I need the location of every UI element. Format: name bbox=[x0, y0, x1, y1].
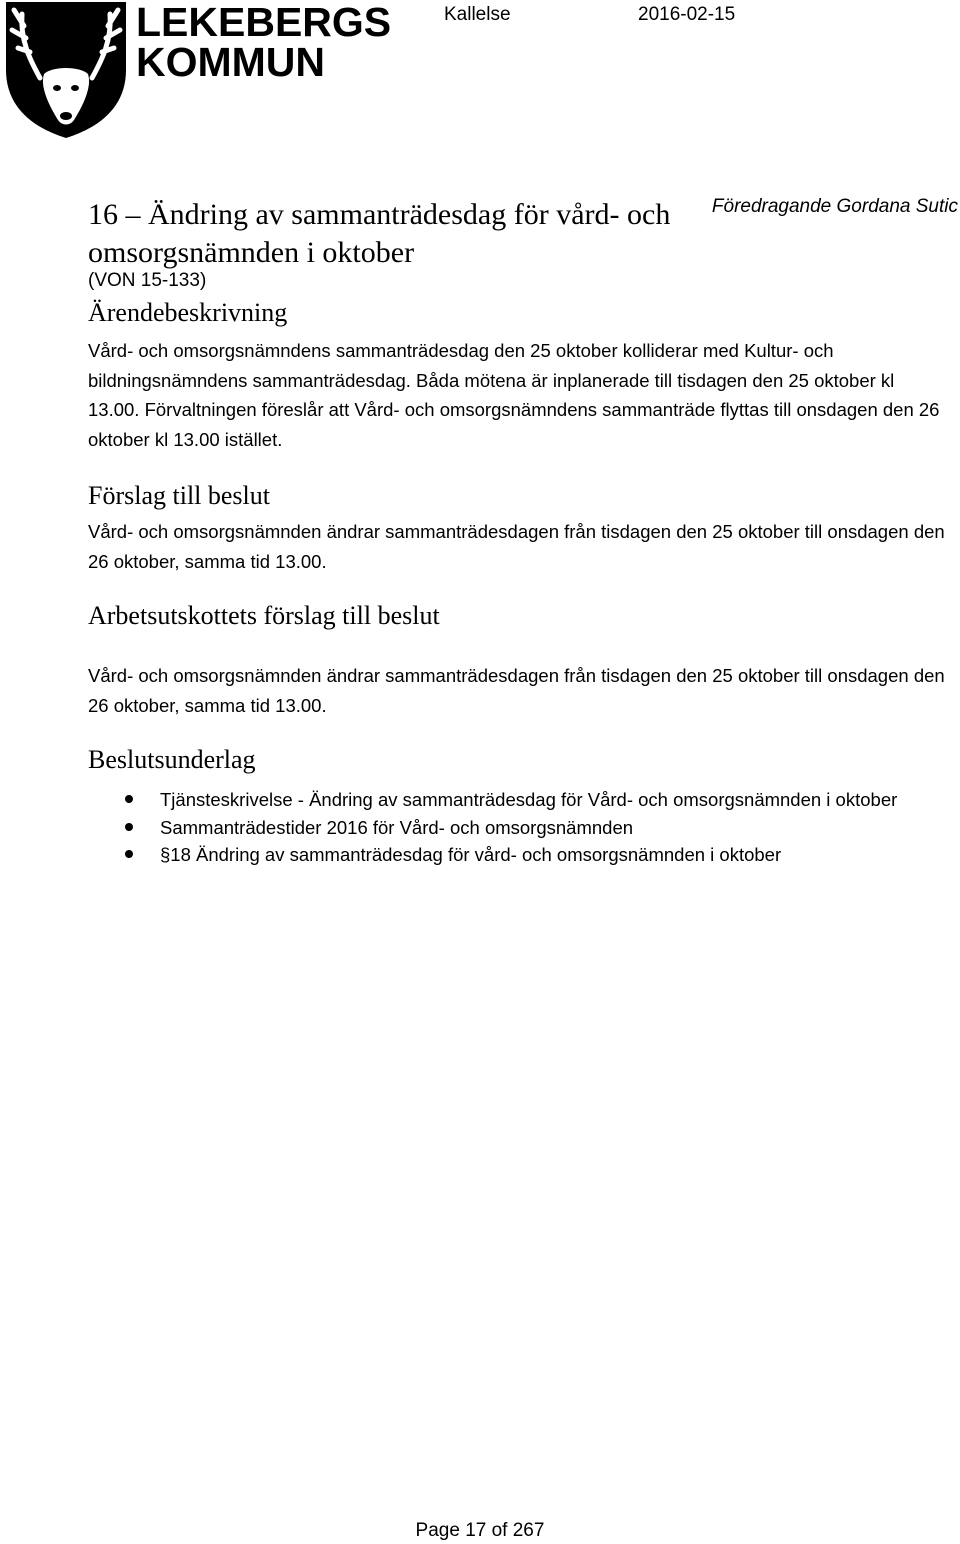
municipality-logo bbox=[0, 0, 390, 140]
list-item: Sammanträdestider 2016 för Vård- och omsorgsnämnden bbox=[120, 814, 897, 842]
description-text: Vård- och omsorgsnämndens sammanträdesdag den 25 oktober kolliderar med Kultur- och bildningsnämndens sammanträdesdag. Båda mötena är inplanerade till tisdagen den 25 oktober kl 13.00. Förvaltningen föreslår att Vård- och omsorgsnämndens sammanträde flyttas till onsdagen den 26 oktober kl 13.00 istället. bbox=[88, 340, 940, 450]
heading-description: Ärendebeskrivning bbox=[88, 298, 288, 327]
proposal-text: Vård- och omsorgsnämnden ändrar sammanträdesdagen från tisdagen den 25 oktober till onsdagen den 26 oktober, samma tid 13.00. bbox=[88, 521, 945, 572]
document-date: 2016-02-15 bbox=[638, 4, 736, 25]
item-title: 16 – Ändring av sammanträdesdag för vård- och omsorgsnämnden i oktober bbox=[88, 198, 671, 269]
document-type: Kallelse bbox=[444, 4, 511, 25]
case-reference: (VON 15-133) bbox=[88, 270, 207, 291]
page-number: Page 17 of 267 bbox=[415, 1520, 545, 1541]
logo-line-2: KOMMUN bbox=[136, 39, 326, 85]
basis-list bbox=[120, 786, 897, 869]
presenter: Föredragande Gordana Sutic bbox=[711, 196, 958, 217]
deer-shield-icon bbox=[0, 0, 132, 140]
heading-proposal: Förslag till beslut bbox=[88, 481, 270, 510]
committee-proposal-text: Vård- och omsorgsnämnden ändrar sammanträdesdagen från tisdagen den 25 oktober till onsdagen den 26 oktober, samma tid 13.00. bbox=[88, 665, 945, 716]
list-item: §18 Ändring av sammanträdesdag för vård- och omsorgsnämnden i oktober bbox=[120, 841, 897, 869]
heading-basis: Beslutsunderlag bbox=[88, 745, 256, 774]
heading-committee-proposal: Arbetsutskottets förslag till beslut bbox=[88, 601, 440, 630]
logo-wordmark bbox=[136, 0, 392, 85]
logo-line-1: LEKEBERGS bbox=[136, 0, 392, 45]
list-item: Tjänsteskrivelse - Ändring av sammanträdesdag för Vård- och omsorgsnämnden i oktober bbox=[120, 786, 897, 814]
